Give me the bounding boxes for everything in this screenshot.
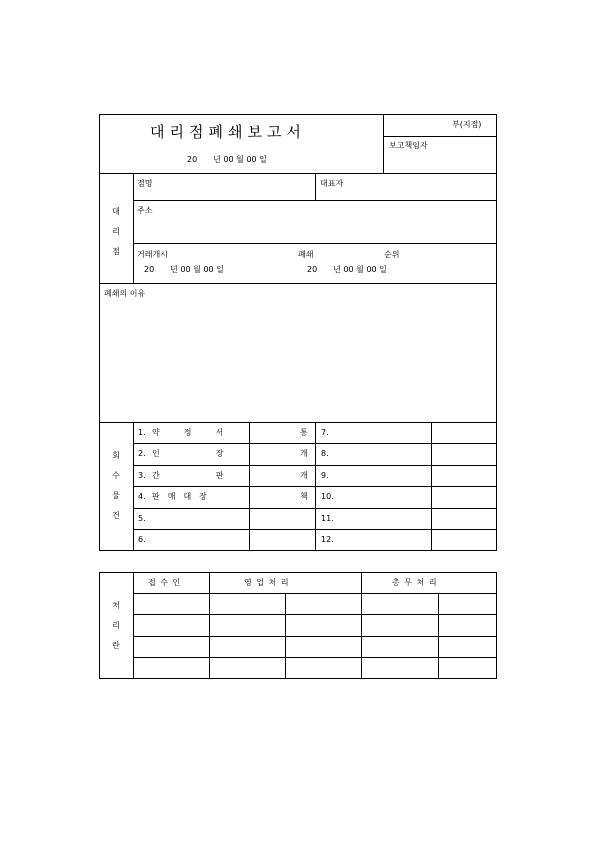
item-no-right: 7.: [321, 428, 329, 437]
title-divider: [383, 114, 384, 173]
agency-side-label: 대 리 점: [112, 207, 120, 256]
proc-col-line: [361, 572, 362, 679]
representative-label: 대표자: [320, 179, 344, 188]
item-name: 인 장: [152, 449, 224, 458]
reason-label: 폐쇄의 이유: [104, 289, 146, 298]
item-no-right: 12.: [321, 535, 334, 544]
item-unit: 책: [300, 492, 308, 501]
address-label: 주소: [137, 206, 153, 215]
title-date: 20 년 00 월 00 일: [187, 155, 267, 164]
item-no: 1.: [138, 428, 146, 437]
proc-header-general: 총 무 처 리: [392, 578, 438, 587]
item-unit: 개: [300, 471, 308, 480]
item-no: 5.: [138, 514, 146, 523]
row-line-2: [133, 243, 497, 244]
item-unit: 통: [300, 428, 308, 437]
item-no: 6.: [138, 535, 146, 544]
items-row-line: [133, 465, 497, 466]
closure-label: 폐쇄: [298, 250, 314, 259]
rank-label: 순위: [384, 250, 400, 259]
reason-top-line: [99, 283, 497, 284]
reporter-label: 보고책임자: [389, 141, 428, 150]
items-row-line: [133, 529, 497, 530]
item-no-right: 10.: [321, 492, 334, 501]
proc-row-line: [133, 657, 497, 658]
item-no: 3.: [138, 471, 146, 480]
reason-bottom-line: [99, 422, 497, 423]
rep-divider: [315, 173, 316, 200]
proc-row-line: [133, 636, 497, 637]
proc-col-line: [209, 572, 210, 679]
recover-side-label: 회 수 물 건: [112, 451, 120, 520]
left-column-line: [133, 173, 134, 283]
title-bottom-line: [99, 173, 497, 174]
item-unit: 개: [300, 449, 308, 458]
page-title: 대리점폐쇄보고서: [150, 123, 306, 141]
item-no-right: 11.: [321, 514, 334, 523]
closure-date: 20 년 00 월 00 일: [307, 265, 387, 274]
proc-row-line: [133, 614, 497, 615]
proc-header-receive: 접 수 인: [148, 578, 182, 587]
trade-start-label: 거래개시: [137, 250, 168, 259]
proc-row-line: [133, 593, 497, 594]
items-row-line: [133, 508, 497, 509]
items-row-line: [133, 443, 497, 444]
proc-left-line: [133, 572, 134, 679]
dept-label: 부(지점): [452, 120, 482, 129]
item-name: 약 정 서: [152, 428, 224, 437]
row-line-1: [133, 200, 497, 201]
proc-header-sales: 영 업 처 리: [244, 578, 290, 587]
item-no-right: 8.: [321, 449, 329, 458]
item-no-right: 9.: [321, 471, 329, 480]
item-name: 간 판: [152, 471, 224, 480]
trade-start-date: 20 년 00 월 00 일: [144, 265, 224, 274]
item-no: 2.: [138, 449, 146, 458]
proc-side-label: 처 리 란: [112, 601, 120, 650]
items-row-line: [133, 486, 497, 487]
item-no: 4.: [138, 492, 146, 501]
shop-name-label: 점명: [137, 179, 153, 188]
item-name: 판 매 대 장: [152, 492, 207, 501]
dept-divider: [383, 136, 497, 137]
